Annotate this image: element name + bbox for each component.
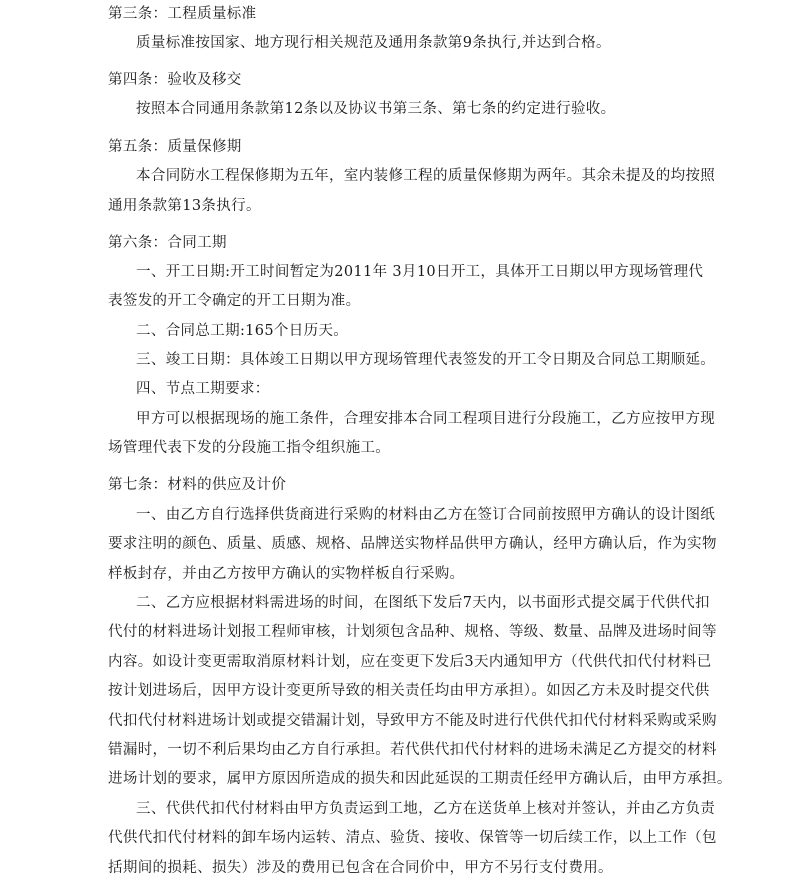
paragraph-line: 甲方可以根据现场的施工条件，合理安排本合同工程项目进行分段施工，乙方应按甲方现 [136,411,716,427]
paragraph-line: 一、开工日期:开工时间暂定为2011年 3月10日开工，具体开工日期以甲方现场管理代 [136,264,704,280]
paragraph-line: 代供代扣代付材料的卸车场内运转、清点、验货、接收、保管等一切后续工作，以上工作（包 [108,830,717,846]
paragraph-line: 一、由乙方自行选择供货商进行采购的材料由乙方在签订合同前按照甲方确认的设计图纸 [136,507,716,523]
paragraph-line: 三、代供代扣代付材料由甲方负责运到工地，乙方在送货单上核对并签认，并由乙方负责 [136,801,716,817]
section-heading: 第三条：工程质量标准 [108,6,257,22]
paragraph-line: 按计划进场后，因甲方设计变更所导致的相关责任均由甲方承担）。如因乙方未及时提交代供 [108,683,710,699]
paragraph-line: 二、合同总工期:165个日历天。 [136,323,349,339]
paragraph-line: 进场计划的要求，属甲方原因所造成的损失和因此延误的工期责任经甲方确认后，由甲方承担。 [108,771,732,787]
paragraph-line: 内容。如设计变更需取消原材料计划，应在变更下发后3天内通知甲方（代供代扣代付材料已 [108,654,712,670]
paragraph-line: 代付的材料进场计划报工程师审核，计划须包含品种、规格、等级、数量、品牌及进场时间等 [108,624,717,640]
paragraph-line: 要求注明的颜色、质量、质感、规格、品牌送实物样品供甲方确认，经甲方确认后，作为实物 [108,536,717,552]
paragraph-line: 括期间的损耗、损失）涉及的费用已包含在合同价中，甲方不另行支付费用。 [108,860,613,876]
section-heading: 第四条：验收及移交 [108,72,242,88]
paragraph-line: 错漏时，一切不利后果均由乙方自行承担。若代供代扣代付材料的进场未满足乙方提交的材料 [108,742,717,758]
section-heading: 第七条：材料的供应及计价 [108,477,287,493]
paragraph-line: 质量标准按国家、地方现行相关规范及通用条款第9条执行,并达到合格。 [136,35,611,51]
paragraph-line: 二、乙方应根据材料需进场的时间，在图纸下发后7天内，以书面形式提交属于代供代扣 [136,595,710,611]
paragraph-line: 三、竣工日期：具体竣工日期以甲方现场管理代表签发的开工令日期及合同总工期顺延。 [136,352,716,368]
paragraph-line: 通用条款第13条执行。 [108,198,261,214]
section-heading: 第六条：合同工期 [108,235,227,251]
section-heading: 第五条：质量保修期 [108,139,242,155]
paragraph-line: 代扣代付材料进场计划或提交错漏计划，导致甲方不能及时进行代供代扣代付材料采购或采购 [108,713,717,729]
paragraph-line: 场管理代表下发的分段施工指令组织施工。 [108,440,391,456]
paragraph-line: 四、节点工期要求： [136,381,270,397]
paragraph-line: 表签发的开工令确定的开工日期为准。 [108,293,361,309]
paragraph-line: 样板封存，并由乙方按甲方确认的实物样板自行采购。 [108,566,465,582]
paragraph-line: 本合同防水工程保修期为五年，室内装修工程的质量保修期为两年。其余未提及的均按照 [136,168,716,184]
paragraph-line: 按照本合同通用条款第12条以及协议书第三条、第七条的约定进行验收。 [136,101,616,117]
